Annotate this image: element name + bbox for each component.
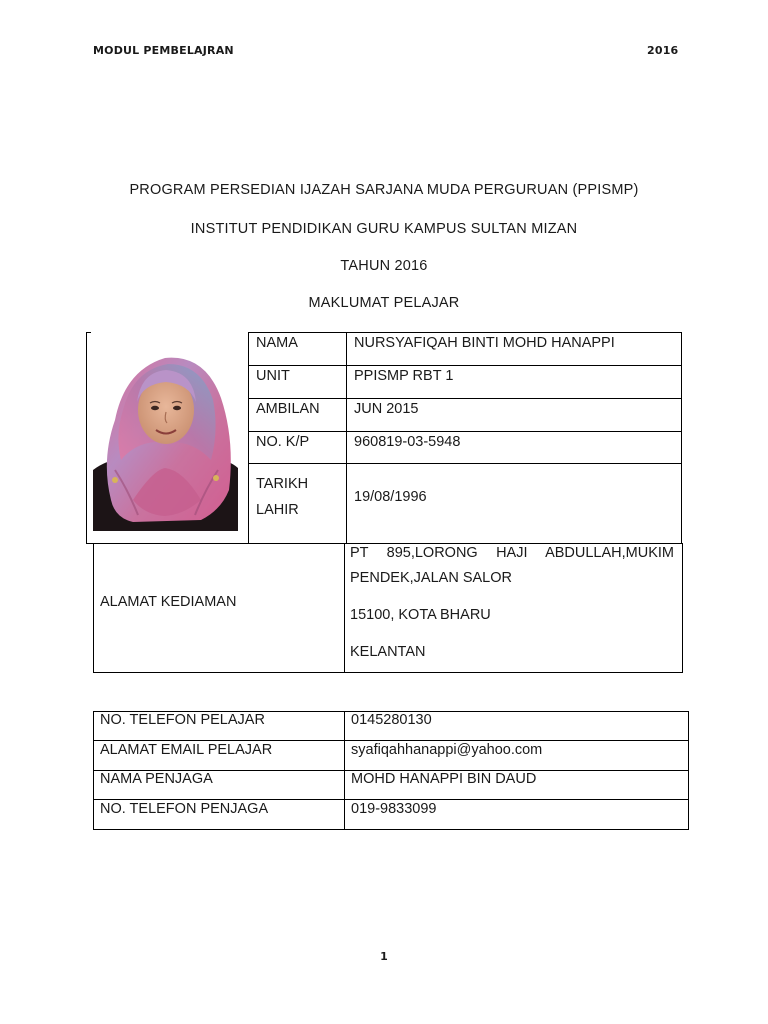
tel-penjaga-label: NO. TELEFON PENJAGA [100, 801, 269, 817]
nama-penjaga-label: NAMA PENJAGA [100, 771, 213, 787]
program-title: PROGRAM PERSEDIAN IJAZAH SARJANA MUDA PERGURUAN (PPISMP) [129, 182, 639, 198]
tel-penjaga-value: 019-9833099 [351, 801, 437, 817]
document-header-title: MODUL PEMBELAJRAN [93, 44, 234, 57]
tel-pelajar-value: 0145280130 [351, 712, 432, 728]
nama-value: NURSYAFIQAH BINTI MOHD HANAPPI [354, 335, 615, 351]
tarikh-lahir-value: 19/08/1996 [354, 489, 427, 505]
kp-value: 960819-03-5948 [354, 434, 461, 450]
tarikh-lahir-label-line2: LAHIR [256, 502, 299, 518]
student-photo [93, 350, 238, 531]
year-title: TAHUN 2016 [340, 258, 428, 274]
email-value: syafiqahhanappi@yahoo.com [351, 742, 543, 758]
address-line-2: PENDEK,JALAN SALOR [350, 570, 512, 586]
unit-value: PPISMP RBT 1 [354, 368, 454, 384]
email-label: ALAMAT EMAIL PELAJAR [100, 742, 273, 758]
institute-title: INSTITUT PENDIDIKAN GURU KAMPUS SULTAN MIZAN [190, 221, 578, 237]
tel-pelajar-label: NO. TELEFON PELAJAR [100, 712, 265, 728]
address-line-3: 15100, KOTA BHARU [350, 607, 491, 623]
nama-penjaga-value: MOHD HANAPPI BIN DAUD [351, 771, 537, 787]
kp-label: NO. K/P [256, 434, 310, 450]
alamat-kediaman-label: ALAMAT KEDIAMAN [100, 594, 237, 610]
address-line-1: PT 895,LORONG HAJI ABDULLAH,MUKIM [350, 545, 674, 561]
ambilan-value: JUN 2015 [354, 401, 419, 417]
page-number: 1 [380, 950, 388, 963]
nama-label: NAMA [256, 335, 298, 351]
section-title: MAKLUMAT PELAJAR [308, 295, 460, 311]
address-line-4: KELANTAN [350, 644, 426, 660]
document-header-year: 2016 [647, 44, 679, 57]
tarikh-lahir-label-line1: TARIKH [256, 476, 309, 492]
ambilan-label: AMBILAN [256, 401, 320, 417]
unit-label: UNIT [256, 368, 290, 384]
